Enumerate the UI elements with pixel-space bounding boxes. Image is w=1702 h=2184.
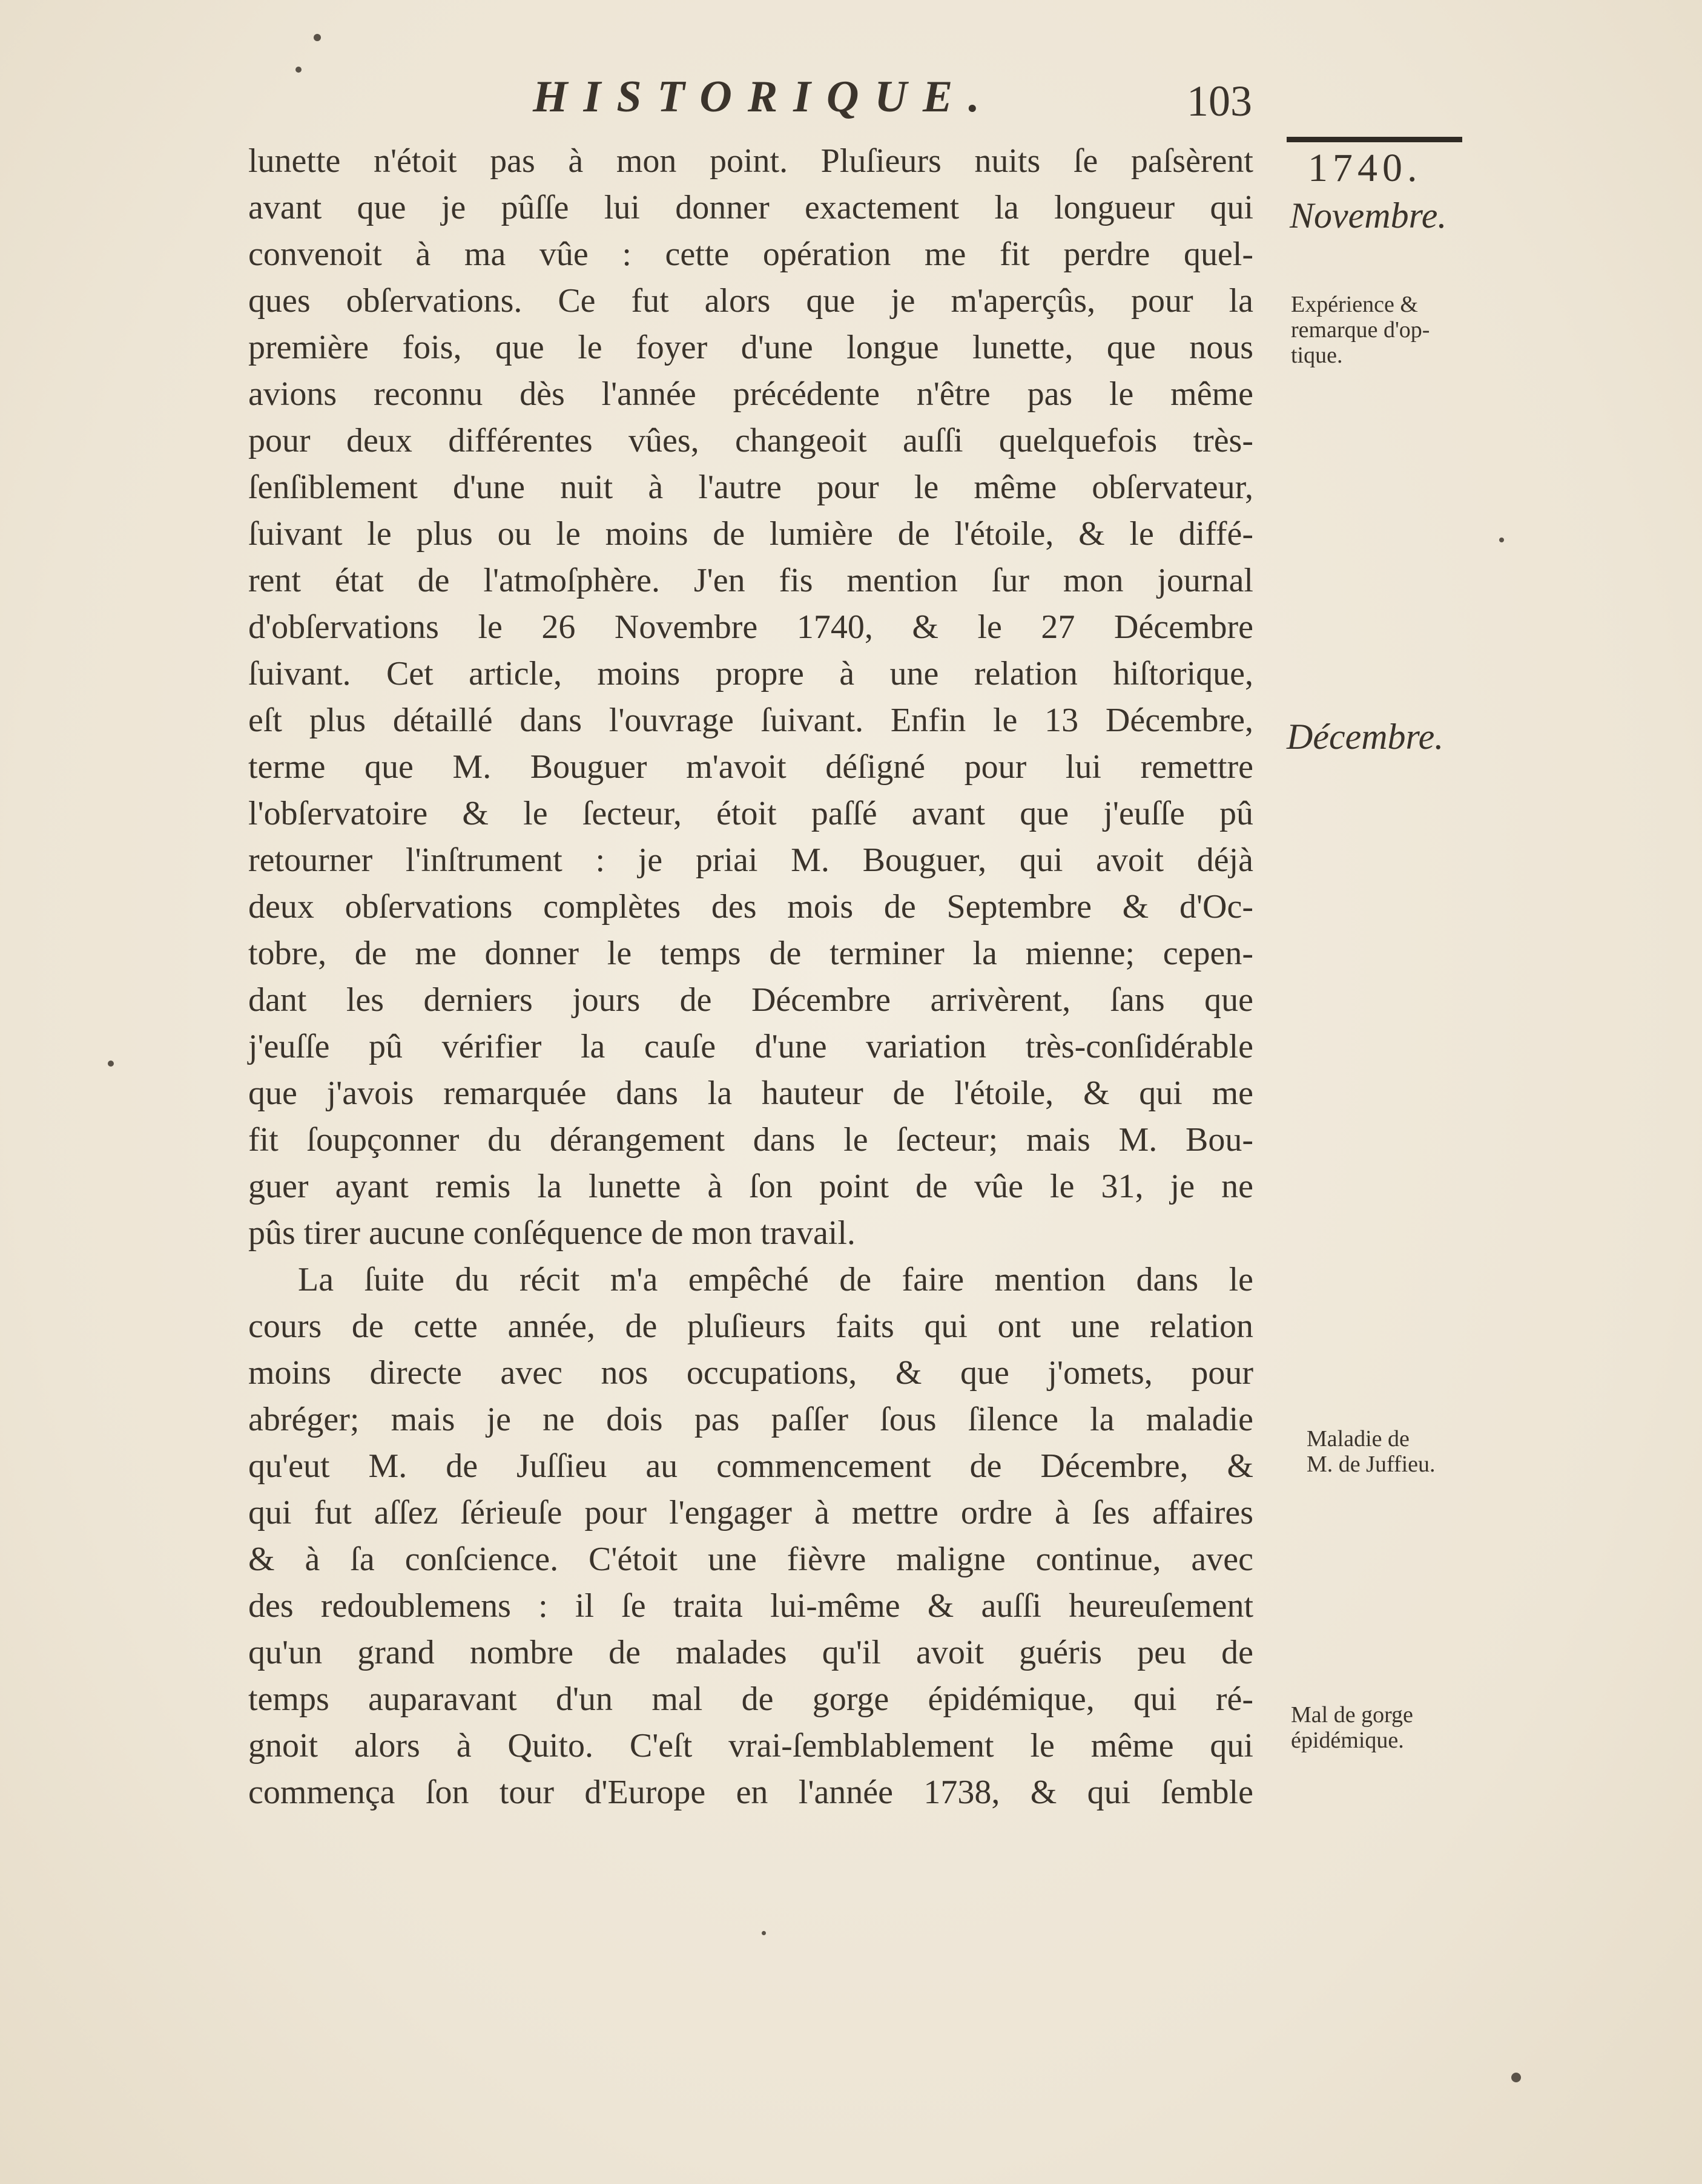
text-line: qu'eut M. de Juſſieu au commencement de Décembre, & (248, 1447, 1253, 1485)
text-line: cours de cette année, de pluſieurs faits qui ont une relation (248, 1307, 1253, 1345)
paper-speck (314, 34, 321, 41)
margin-note-line: Maladie de (1307, 1426, 1410, 1452)
text-line: ques obſervations. Ce fut alors que je m'aperçûs, pour la (248, 282, 1253, 320)
text-line: première fois, que le foyer d'une longue lunette, que nous (248, 329, 1253, 366)
text-line: avant que je pûſſe lui donner exactement la longueur qui (248, 189, 1253, 226)
margin-note-mal-de-gorge (1291, 1702, 1413, 1753)
text-line: abréger; mais je ne dois pas paſſer ſous ſilence la maladie (248, 1401, 1253, 1438)
text-line: & à ſa conſcience. C'étoit une fièvre maligne continue, avec (248, 1541, 1253, 1578)
text-line: lunette n'étoit pas à mon point. Pluſieurs nuits ſe paſsèrent (248, 142, 1253, 180)
text-line: guer ayant remis la lunette à ſon point de vûe le 31, je ne (248, 1168, 1253, 1205)
text-line: ſuivant le plus ou le moins de lumière de l'étoile, & le diffé- (248, 515, 1253, 553)
text-line: commença ſon tour d'Europe en l'année 1738, & qui ſemble (248, 1774, 1253, 1811)
margin-note-line: tique. (1291, 343, 1343, 368)
text-line: deux obſervations complètes des mois de Septembre & d'Oc- (248, 888, 1253, 926)
text-line: La ſuite du récit m'a empêché de faire mention dans le (298, 1261, 1253, 1298)
page-number: 103 (1187, 77, 1252, 125)
margin-note-line: M. de Juffieu. (1307, 1452, 1436, 1477)
text-line: tobre, de me donner le temps de terminer la mienne; cepen- (248, 935, 1253, 972)
margin-note-maladie (1307, 1426, 1436, 1477)
text-line: dant les derniers jours de Décembre arrivèrent, ſans que (248, 981, 1253, 1019)
text-line: temps auparavant d'un mal de gorge épidémique, qui ré- (248, 1680, 1253, 1718)
text-line: moins directe avec nos occupations, & que j'omets, pour (248, 1354, 1253, 1392)
text-line: qu'un grand nombre de malades qu'il avoit guéris peu de (248, 1634, 1253, 1671)
margin-note-line: Mal de gorge (1291, 1702, 1413, 1728)
paper-speck (762, 1931, 766, 1935)
running-title: HISTORIQUE. (533, 72, 995, 122)
paper-speck (108, 1061, 114, 1067)
text-line: fit ſoupçonner du dérangement dans le ſecteur; mais M. Bou- (248, 1121, 1253, 1159)
paper-speck (1511, 2073, 1521, 2082)
margin-note-line: épidémique. (1291, 1728, 1404, 1753)
margin-rule (1287, 137, 1462, 142)
text-line: qui fut aſſez ſérieuſe pour l'engager à mettre ordre à ſes affaires (248, 1494, 1253, 1531)
text-line: ſenſiblement d'une nuit à l'autre pour le même obſervateur, (248, 469, 1253, 506)
text-line: ſuivant. Cet article, moins propre à une relation hiſtorique, (248, 655, 1253, 692)
text-line: j'euſſe pû vérifier la cauſe d'une variation très-conſidérable (248, 1028, 1253, 1065)
margin-year: 1740. (1308, 146, 1422, 190)
margin-note-experience (1291, 292, 1430, 368)
text-line: retourner l'inſtrument : je priai M. Bouguer, qui avoit déjà (248, 841, 1253, 879)
body-text (248, 138, 1253, 1816)
page-header (533, 71, 1259, 132)
text-line: d'obſervations le 26 Novembre 1740, & le 27 Décembre (248, 608, 1253, 646)
text-line: eſt plus détaillé dans l'ouvrage ſuivant. Enfin le 13 Décembre, (248, 702, 1253, 739)
text-line: pûs tirer aucune conſéquence de mon travail. (248, 1214, 856, 1252)
margin-month-december: Décembre. (1287, 717, 1444, 757)
text-line: des redoublemens : il ſe traita lui-même & auſſi heureuſement (248, 1587, 1253, 1625)
margin-note-line: remarque d'op- (1291, 317, 1430, 343)
text-line: rent état de l'atmoſphère. J'en fis mention ſur mon journal (248, 562, 1253, 599)
text-line: pour deux différentes vûes, changeoit auſſi quelquefois très- (248, 422, 1253, 459)
text-line: convenoit à ma vûe : cette opération me fit perdre quel- (248, 235, 1253, 273)
paper-speck (295, 67, 302, 73)
text-line: gnoit alors à Quito. C'eſt vrai-ſemblablement le même qui (248, 1727, 1253, 1765)
text-line: avions reconnu dès l'année précédente n'être pas le même (248, 375, 1253, 413)
text-line: terme que M. Bouguer m'avoit déſigné pour lui remettre (248, 748, 1253, 786)
text-line: l'obſervatoire & le ſecteur, étoit paſſé avant que j'euſſe pû (248, 795, 1253, 832)
paper-speck (1499, 538, 1504, 542)
margin-month-november: Novembre. (1290, 196, 1447, 235)
text-line: que j'avois remarquée dans la hauteur de l'étoile, & qui me (248, 1074, 1253, 1112)
margin-note-line: Expérience & (1291, 292, 1418, 317)
